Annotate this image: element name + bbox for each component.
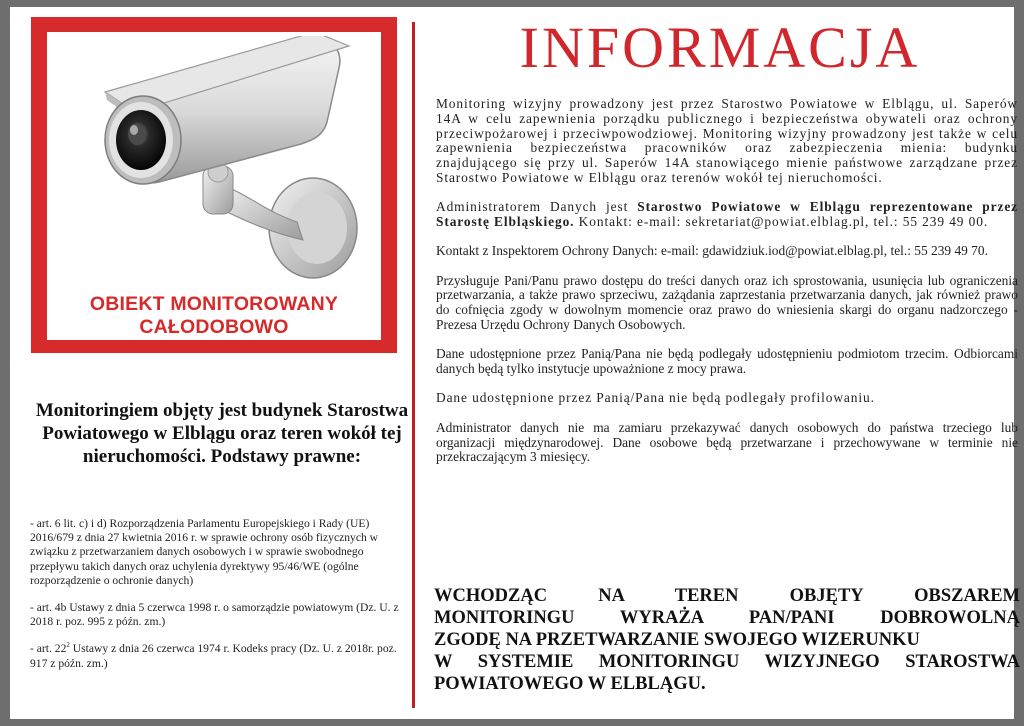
legal-basis-list — [30, 517, 408, 684]
sign-caption — [47, 293, 381, 339]
legal-basis-item: - art. 4b Ustawy z dnia 5 czerwca 1998 r. o samorządzie powiatowym (Dz. U. z 2018 r. poz. 995 z późn. zm.) — [30, 601, 399, 629]
monitoring-sign — [31, 17, 397, 353]
legal-basis-item — [30, 642, 408, 670]
consent-line-5: POWIATOWEGO W ELBLĄGU. — [434, 674, 706, 694]
sign-caption-line-1: OBIEKT MONITOROWANY — [89, 293, 339, 315]
consent-line-4: W SYSTEMIE MONITORINGU WIZYJNEGO STAROSTWA — [434, 652, 1020, 672]
consent-notice — [434, 585, 1020, 695]
information-body — [436, 97, 1018, 480]
consent-line-3: ZGODĘ NA PRZETWARZANIE SWOJEGO WIZERUNKU — [434, 630, 920, 650]
info-paragraph-transfer: Administrator danych nie ma zamiaru przekazywać danych osobowych do państwa trzeciego lub organizacji międzynarodowej. Dane osobowe będą przetwarzane i przechowywane w terminie nie przekraczającym 3 miesięcy. — [436, 419, 1018, 465]
info-paragraph-rights: Przysługuje Pani/Panu prawo dostępu do treści danych oraz ich sprostowania, usunięcia lub ograniczenia przetwarzania, a także prawo sprzeciwu, zażądania zaprzestania przetwarzania danych, jak również prawo do cofnięcia zgody w dowolnym momencie oraz prawo do wniesienia skargi do organu nadzorczego - Prezesa Urzędu Ochrony Danych Osobowych. — [436, 272, 1018, 333]
legal-item-3-rest: Ustawy z dnia 26 czerwca 1974 r. Kodeks pracy (Dz. U. z 2018r. poz. 917 z późn. zm.) — [30, 642, 397, 670]
info-paragraph-profiling: Dane udostępnione przez Panią/Pana nie będą podlegały profilowaniu. — [436, 390, 875, 406]
info-paragraph-recipients: Dane udostępnione przez Panią/Pana nie będą podlegały udostępnieniu podmiotom trzecim. Odbiorcami danych będą tylko instytucje upoważnione z mocy prawa. — [436, 346, 1018, 377]
info-paragraph-iod-contact: Kontakt z Inspektorem Ochrony Danych: e-mail: gdawidziuk.iod@powiat.elblag.pl, tel.: 55 239 49 70. — [436, 243, 988, 259]
monitoring-summary: Monitoringiem objęty jest budynek Starostwa Powiatowego w Elblągu oraz teren wokół tej nieruchomości. Podstawy prawne: — [35, 400, 409, 467]
info-paragraph-purpose: Monitoring wizyjny prowadzony jest przez Starostwo Powiatowe w Elblągu, ul. Saperów 14A w celu zapewnienia porządku publicznego i bezpieczeństwa obywateli oraz ochrony przeciwpożarowej i przeciwpowodziowej. Monitoring wizyjny prowadzony jest także w celu zapewnienia bezpieczeństwa pracowników oraz zabezpieczenia mienia: budynku znajdującego się przy ul. Saperów 14A stanowiącego mienie państwowe zarządzane przez Starostwo Powiatowe w Elblągu oraz terenów wokół tej nieruchomości. — [436, 96, 1018, 185]
cctv-camera-icon — [65, 36, 365, 286]
consent-line-1: WCHODZĄC NA TEREN OBJĘTY OBSZAREM — [434, 586, 1020, 606]
notice-sheet — [10, 7, 1020, 719]
sign-panel — [47, 32, 381, 340]
admin-label: Administratorem Danych jest — [436, 199, 638, 215]
legal-item-3-start: - art. 22 — [30, 642, 67, 656]
info-paragraph-administrator — [436, 200, 1018, 230]
admin-name: Starostwo Powiatowe w Elblągu reprezentowane przez Starostę Elbląskiego. — [436, 199, 1018, 230]
superscript-2: 2 — [66, 641, 70, 650]
column-divider — [412, 22, 415, 708]
admin-contact: Kontakt: e-mail: sekretariat@powiat.elblag.pl, tel.: 55 239 49 00. — [574, 214, 989, 230]
legal-basis-item: - art. 6 lit. c) i d) Rozporządzenia Parlamentu Europejskiego i Rady (UE) 2016/679 z dnia 27 kwietnia 2016 r. w sprawie ochrony osób fizycznych w związku z przetwarzaniem danych osobowych i w sprawie swobodnego przepływu takich danych oraz uchylenia dyrektywy 95/46/WE (ogólne rozporządzenie o ochronie danych) — [30, 517, 379, 587]
consent-line-2: MONITORINGU WYRAŻA PAN/PANI DOBROWOLNĄ — [434, 608, 1020, 628]
sign-caption-line-2: CAŁODOBOWO — [139, 316, 289, 338]
page-title: INFORMACJA — [519, 15, 921, 80]
